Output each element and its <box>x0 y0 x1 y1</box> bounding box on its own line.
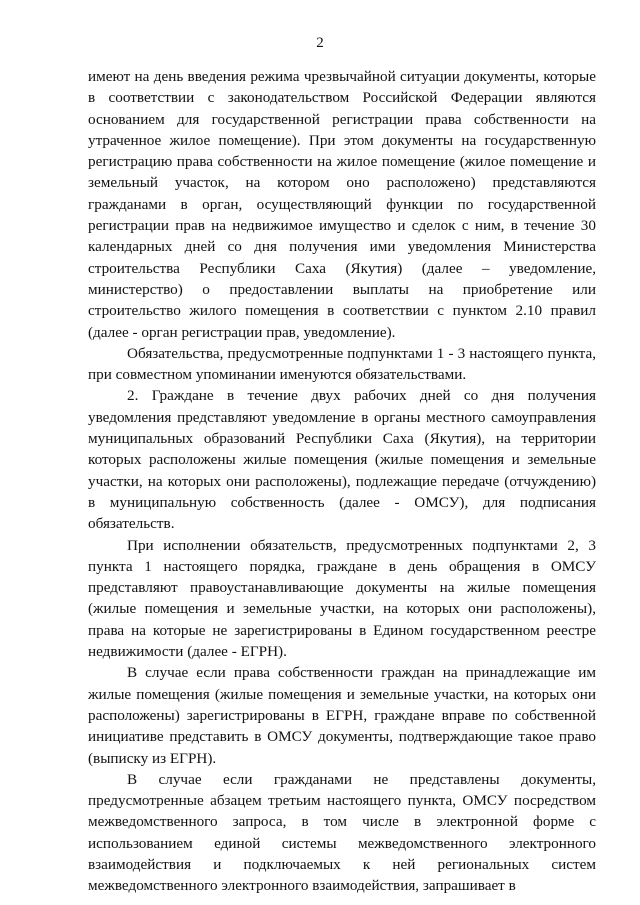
paragraph-obligations-definition: Обязательства, предусмотренные подпунктами 1 - 3 настоящего пункта, при совместном упоминании именуются обязательствами. <box>88 344 596 384</box>
document-body <box>88 66 596 897</box>
paragraph-interagency-request: В случае если гражданами не представлены документы, предусмотренные абзацем третьим настоящего пункта, ОМСУ посредством межведомственного запроса, в том числе в электронной форме с использованием единой системы межведомственного электронного взаимодействия и подключаемых к ней региональных систем межведомственного электронного взаимодействия, запрашивает в <box>88 770 596 895</box>
paragraph-continuation: имеют на день введения режима чрезвычайной ситуации документы, которые в соответствии с законодательством Российской Федерации являются основанием для государственной регистрации права собственности на утраченное жилое помещение). При этом документы на государственную регистрацию права собственности на жилое помещение (жилое помещение и земельный участок, на котором оно расположено) представляются гражданами в орган, осуществляющий функции по государственной регистрации прав на недвижимое имущество и сделок с ним, в течение 30 календарных дней со дня получения ими уведомления Министерства строительства Республики Саха (Якутия) (далее – уведомление, министерство) о предоставлении выплаты на приобретение или строительство жилого помещения в соответствии с пунктом 2.10 правил (далее - орган регистрации прав, уведомление). <box>88 68 596 341</box>
paragraph-item-2: 2. Граждане в течение двух рабочих дней со дня получения уведомления представляют уведомление в органы местного самоуправления муниципальных образований Республики Саха (Якутия), на территории которых расположены жилые помещения (жилые помещения и земельные участки, на которых они расположены), подлежащие передаче (отчуждению) в муниципальную собственность (далее - ОМСУ), для подписания обязательств. <box>88 387 596 533</box>
paragraph-title-documents: При исполнении обязательств, предусмотренных подпунктами 2, 3 пункта 1 настоящего порядка, граждане в день обращения в ОМСУ представляют правоустанавливающие документы на жилые помещения (жилые помещения и земельные участки, на которых они расположены), права на которые не зарегистрированы в Едином государственном реестре недвижимости (далее - ЕГРН). <box>88 536 596 661</box>
paragraph-egrn-registered: В случае если права собственности граждан на принадлежащие им жилые помещения (жилые помещения и земельные участки, на которых они расположены) зарегистрированы в ЕГРН, граждане вправе по собственной инициативе представить в ОМСУ документы, подтверждающие такое право (выписку из ЕГРН). <box>88 664 596 767</box>
page-number: 2 <box>316 35 324 51</box>
